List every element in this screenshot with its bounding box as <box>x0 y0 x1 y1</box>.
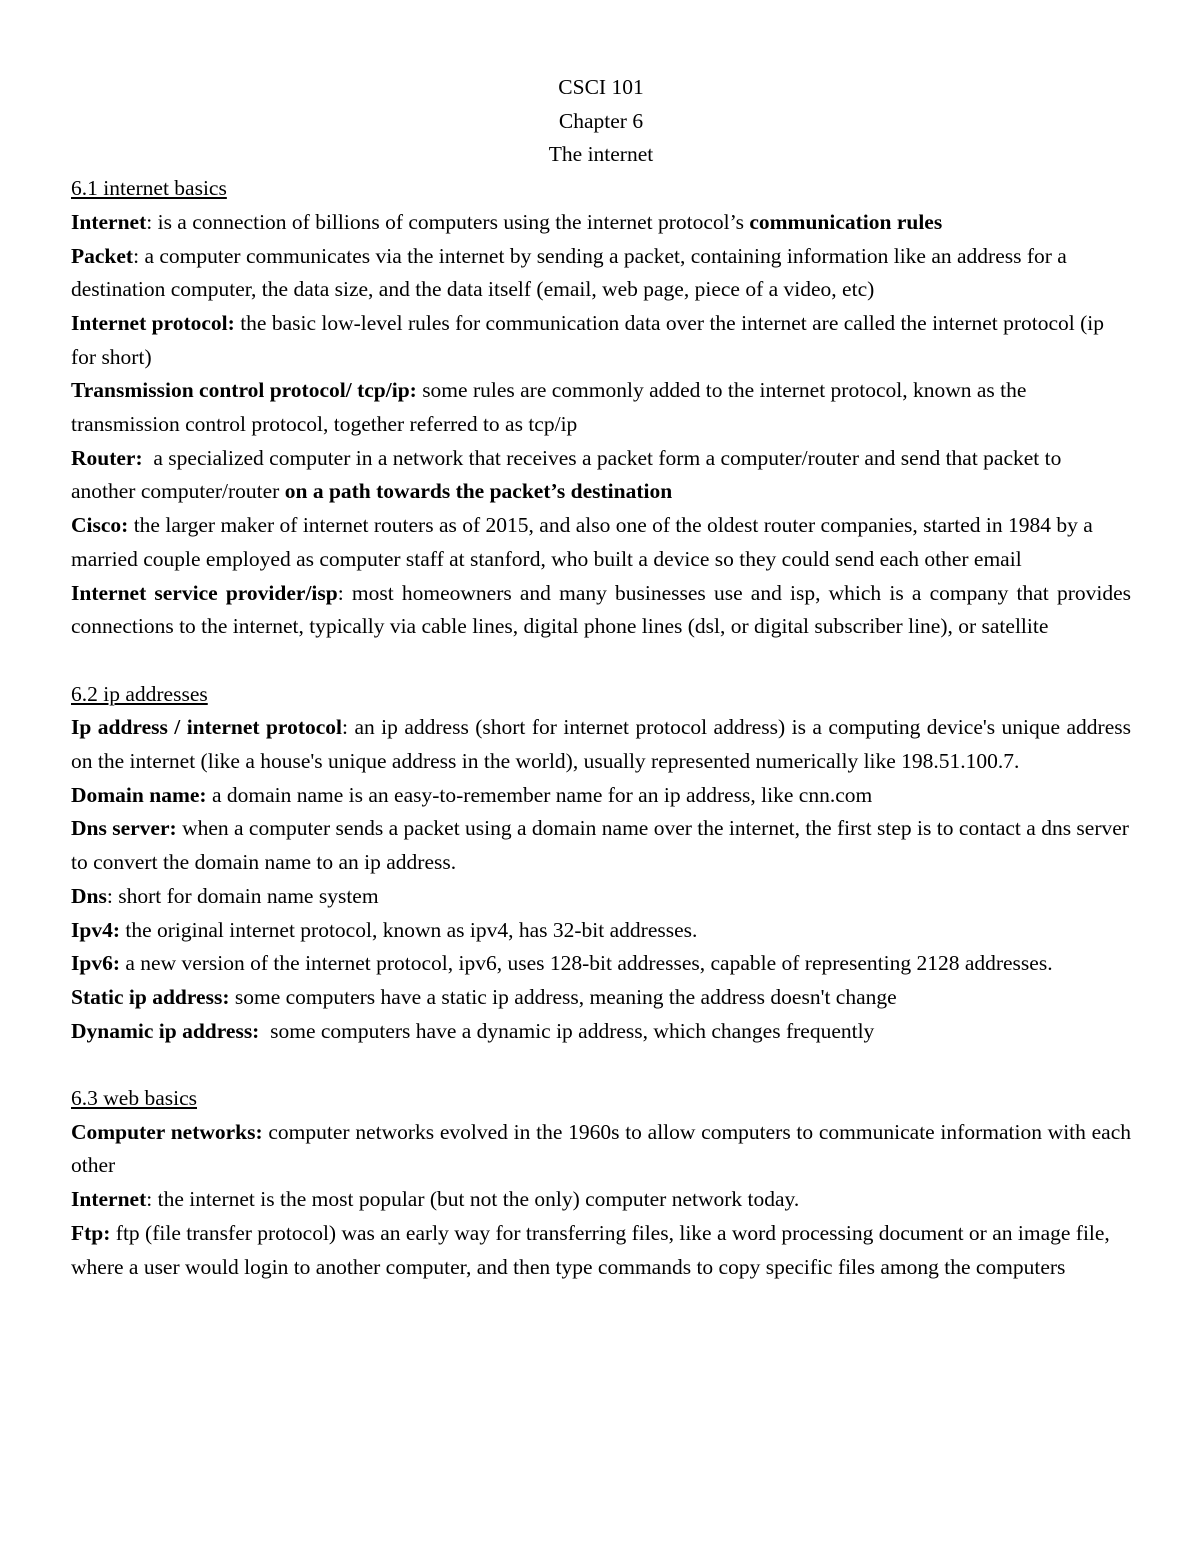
section-heading: 6.2 ip addresses <box>71 681 208 706</box>
definition-text: some computers have a dynamic ip address, which changes frequently <box>270 1018 875 1043</box>
definition-entry <box>71 711 1131 778</box>
definition-text: a domain name is an easy-to-remember name for an ip address, like cnn.com <box>211 782 873 807</box>
section <box>71 172 1131 644</box>
section <box>71 678 1131 1049</box>
definition-entry <box>71 577 1131 644</box>
definition-text: short for domain name system <box>118 883 379 908</box>
definition-entry <box>71 1116 1131 1183</box>
term-separator <box>259 1019 270 1043</box>
definition-entry <box>71 240 1131 307</box>
definition-entry <box>71 509 1131 576</box>
term-separator: : <box>146 1187 158 1212</box>
definition-term: Dns server: <box>71 816 177 841</box>
definition-entry <box>71 880 1131 914</box>
course-code: CSCI 101 <box>558 75 644 99</box>
definition-text: a computer communicates via the internet by sending a packet, containing information like an address for a destination computer, the data size, and the data itself (email, web page, piece of a video, etc) <box>71 243 1067 302</box>
definition-bold-text: on a path towards the packet’s destination <box>284 479 673 504</box>
definition-term: Ipv6: <box>71 951 120 976</box>
section-heading: 6.1 internet basics <box>71 176 227 201</box>
definition-term: Internet protocol: <box>71 310 235 335</box>
definition-term: Ftp: <box>71 1220 111 1245</box>
definition-text: an ip address (short for internet protocol address) is a computing device's unique address on the internet (like a house's unique address in the world), usually represented numerically like 198.51.100.7. <box>71 715 1131 774</box>
definition-entry <box>71 812 1131 879</box>
document-page <box>71 71 1131 1284</box>
sections-container <box>71 172 1131 1284</box>
definition-text: computer networks evolved in the 1960s to allow computers to communicate information with each other <box>71 1119 1132 1178</box>
definition-entry <box>71 981 1131 1015</box>
definition-text: some rules are commonly added to the internet protocol, known as the transmission control protocol, together referred to as tcp/ip <box>71 378 1027 437</box>
definition-text: the basic low-level rules for communication data over the internet are called the internet protocol (ip for short) <box>71 310 1105 369</box>
definition-term: Internet <box>71 1187 147 1212</box>
definition-term: Internet service provider/isp <box>71 580 338 605</box>
definition-entry <box>71 442 1131 509</box>
definition-text: the larger maker of internet routers as of 2015, and also one of the oldest router companies, started in 1984 by a married couple employed as computer staff at stanford, who built a device so they could send each other email <box>71 513 1093 571</box>
definition-term: Dynamic ip address: <box>71 1018 260 1043</box>
definition-entry <box>71 779 1131 813</box>
definition-term: Dns <box>71 883 107 908</box>
definition-entry <box>71 374 1131 441</box>
definition-term: Ipv4: <box>71 917 120 942</box>
definition-entry <box>71 206 1131 240</box>
chapter-label: Chapter 6 <box>558 108 644 133</box>
definition-entry <box>71 947 1131 981</box>
definition-text: when a computer sends a packet using a domain name over the internet, the first step is to contact a dns server to convert the domain name to an ip address. <box>71 816 1129 875</box>
chapter-title: The internet <box>548 142 654 167</box>
definition-text: the internet is the most popular (but not the only) computer network today. <box>157 1187 800 1212</box>
definition-term: Cisco: <box>71 513 129 538</box>
definition-term: Packet <box>71 243 134 268</box>
definition-bold-text: communication rules <box>749 209 943 234</box>
definition-term: Transmission control protocol/ tcp/ip: <box>71 378 417 403</box>
definition-text: a specialized computer in a network that receives a packet form a computer/router and send that packet to another computer/router <box>71 445 1062 504</box>
section-heading: 6.3 web basics <box>71 1086 197 1111</box>
term-separator <box>143 446 154 470</box>
definition-term: Internet <box>71 209 147 234</box>
definition-term: Computer networks: <box>71 1119 263 1144</box>
definition-term: Domain name: <box>71 782 207 807</box>
definition-entry <box>71 914 1131 948</box>
definition-entry <box>71 1015 1131 1049</box>
definition-term: Ip address / internet protocol <box>71 715 343 740</box>
term-separator: : <box>146 209 158 234</box>
term-separator: : <box>106 883 119 908</box>
term-separator: : <box>337 580 352 605</box>
term-separator: : <box>342 715 355 740</box>
definition-text: is a connection of billions of computers using the internet protocol’s <box>157 209 750 234</box>
definition-term: Static ip address: <box>71 984 230 1009</box>
section <box>71 1082 1131 1284</box>
definition-text: ftp (file transfer protocol) was an early way for transferring files, like a word processing document or an image file, where a user would login to another computer, and then type commands to copy specific files among the computers <box>71 1220 1110 1279</box>
definition-entry <box>71 1183 1131 1217</box>
definition-entry <box>71 307 1131 374</box>
definition-text: most homeowners and many businesses use and isp, which is a company that provides connections to the internet, typically via cable lines, digital phone lines (dsl, or digital subscriber line), or satellite <box>71 580 1131 639</box>
term-separator: : <box>133 243 145 268</box>
definition-text: the original internet protocol, known as ipv4, has 32-bit addresses. <box>125 917 698 942</box>
definition-entry <box>71 1217 1131 1284</box>
definition-term: Router: <box>71 445 143 470</box>
definition-text: some computers have a static ip address, meaning the address doesn't change <box>234 984 897 1009</box>
definition-text: a new version of the internet protocol, ipv6, uses 128-bit addresses, capable of representing 2128 addresses. <box>125 951 1053 976</box>
